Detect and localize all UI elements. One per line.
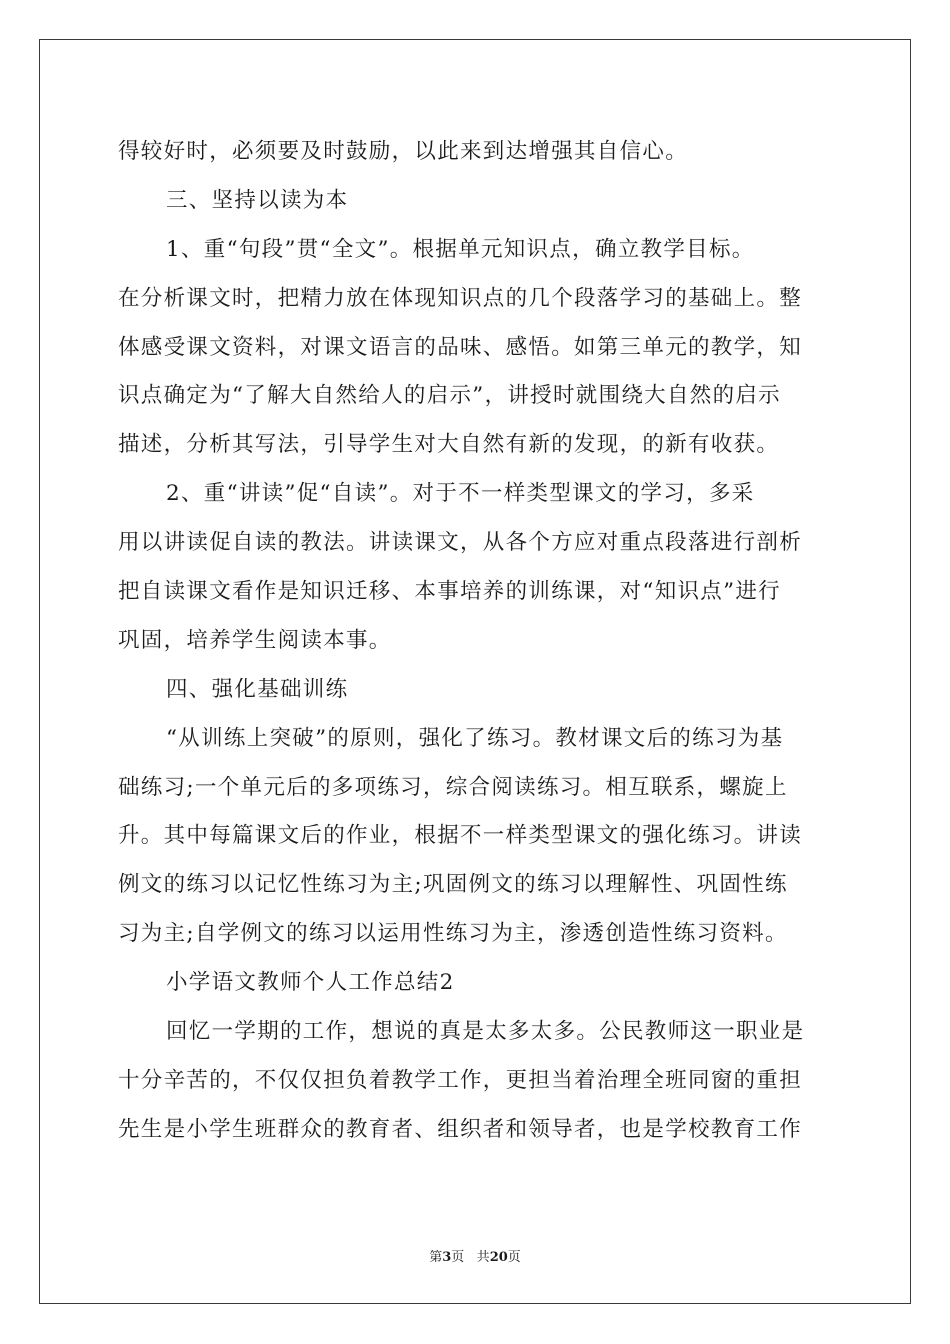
document-body [118,128,840,1155]
footer-page-unit: 页 [451,1250,465,1265]
text-line: 1、重“句段”贯“全文”。根据单元知识点，确立教学目标。 [166,236,755,262]
text-line: 把自读课文看作是知识迁移、本事培养的训练课，对“知识点”进行 [118,579,781,605]
text-line: 习为主;自学例文的练习以运用性练习为主，渗透创造性练习资料。 [118,921,788,947]
text-line: 2、重“讲读”促“自读”。对于不一样类型课文的学习，多采 [166,481,755,507]
text-line: 识点确定为“了解大自然给人的启示”，讲授时就围绕大自然的启示 [118,383,781,409]
footer-total-unit: 页 [507,1250,521,1265]
text-line: 得较好时，必须要及时鼓励，以此来到达增强其自信心。 [118,139,689,164]
text-line: 例文的练习以记忆性练习为主;巩固例文的练习以理解性、巩固性练 [118,872,788,898]
page-footer [0,1246,950,1265]
text-line: 描述，分析其写法，引导学生对大自然有新的发现，的新有收获。 [118,432,780,458]
section-heading: 四、强化基础训练 [166,676,349,702]
text-line: 巩固，培养学生阅读本事。 [118,627,392,653]
text-line: “从训练上突破”的原则，强化了练习。教材课文后的练习为基 [166,725,784,751]
text-line: 在分析课文时，把精力放在体现知识点的几个段落学习的基础上。整 [118,285,803,311]
text-line: 升。其中每篇课文后的作业，根据不一样类型课文的强化练习。讲读 [118,823,803,849]
page-number: 3 [442,1250,452,1265]
text-line: 回忆一学期的工作，想说的真是太多太多。公民教师这一职业是 [166,1019,805,1045]
text-line: 用以讲读促自读的教法。讲读课文，从各个方应对重点段落进行剖析 [118,530,803,556]
text-line: 体感受课文资料，对课文语言的品味、感悟。如第三单元的教学，知 [118,334,803,360]
text-line: 先生是小学生班群众的教育者、组织者和领导者，也是学校教育工作 [118,1116,803,1142]
text-line: 十分辛苦的，不仅仅担负着教学工作，更担当着治理全班同窗的重担 [118,1067,803,1093]
section-heading: 三、坚持以读为本 [166,187,349,213]
footer-prefix: 第 [429,1250,443,1265]
document-subtitle: 小学语文教师个人工作总结2 [166,970,455,996]
footer-total-prefix: 共 [476,1250,490,1265]
text-line: 础练习;一个单元后的多项练习，综合阅读练习。相互联系，螺旋上 [118,774,788,800]
total-pages: 20 [489,1250,508,1265]
